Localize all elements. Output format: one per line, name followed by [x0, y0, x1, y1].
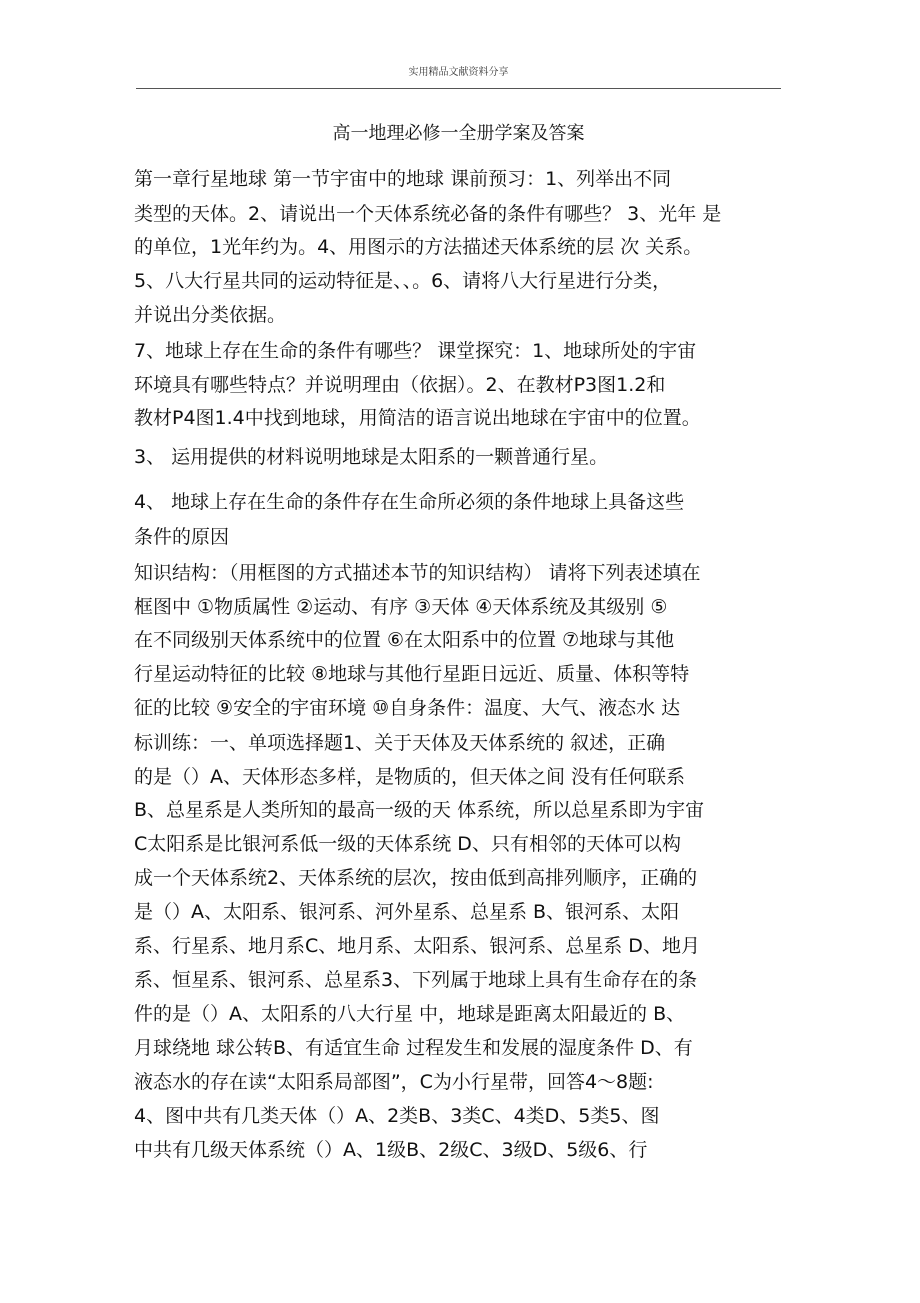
page-header: 实用精品文献资料分享 — [408, 67, 509, 78]
text-line: 成一个天体系统2、天体系统的层次，按由低到高排列顺序，正确的 — [134, 867, 698, 889]
text-line: 类型的天体。2、请说出一个天体系统必备的条件有哪些？ 3、光年 是 — [134, 203, 722, 225]
text-line: 液态水的存在读“太阳系局部图”，C为小行星带，回答4～8题: — [134, 1071, 654, 1093]
document-title: 高一地理必修一全册学案及答案 — [332, 123, 585, 144]
text-line: 7、地球上存在生命的条件有哪些？ 课堂探究：1、地球所处的宇宙 — [134, 340, 697, 362]
text-line: 的单位，1光年约为。4、用图示的方法描述天体系统的层 次 关系。 — [134, 236, 703, 258]
text-line: 4、 地球上存在生命的条件存在生命所必须的条件地球上具备这些 — [134, 491, 685, 513]
text-line: 第一章行星地球 第一节宇宙中的地球 课前预习：1、列举出不同 — [134, 168, 672, 190]
text-line: 教材P4图1.4中找到地球，用简洁的语言说出地球在宇宙中的位置。 — [134, 407, 701, 429]
text-line: 并说出分类依据。 — [134, 304, 287, 326]
text-line: 标训练：一、单项选择题1、关于天体及天体系统的 叙述，正确 — [134, 732, 666, 754]
header-divider — [136, 88, 781, 89]
text-line: 系、恒星系、银河系、总星系3、下列属于地球上具有生命存在的条 — [134, 969, 698, 991]
text-line: 是（）A、太阳系、银河系、河外星系、总星系 B、银河系、太阳 — [134, 901, 680, 923]
text-line: 征的比较 ⑨安全的宇宙环境 ⑩自身条件：温度、大气、液态水 达 — [134, 697, 681, 719]
text-line: 5、八大行星共同的运动特征是、、。6、请将八大行星进行分类， — [134, 270, 672, 292]
text-line: 知识结构：（用框图的方式描述本节的知识结构） 请将下列表述填在 — [134, 562, 701, 584]
text-line: 中共有几级天体系统（）A、1级B、2级C、3级D、5级6、行 — [134, 1139, 648, 1161]
text-line: B、总星系是人类所知的最高一级的天 体系统，所以总星系即为宇宙 — [134, 799, 705, 821]
text-line: 月球绕地 球公转B、有适宜生命 过程发生和发展的湿度条件 D、有 — [134, 1037, 693, 1059]
text-line: 框图中 ①物质属性 ②运动、有序 ③天体 ④天体系统及其级别 ⑤ — [134, 596, 668, 618]
text-line: 在不同级别天体系统中的位置 ⑥在太阳系中的位置 ⑦地球与其他 — [134, 629, 675, 651]
text-line: 件的是（）A、太阳系的八大行星 中，地球是距离太阳最近的 B、 — [134, 1003, 686, 1025]
text-line: 4、图中共有几类天体（）A、2类B、3类C、4类D、5类5、图 — [134, 1105, 660, 1127]
text-line: C太阳系是比银河系低一级的天体系统 D、只有相邻的天体可以构 — [134, 833, 681, 855]
text-line: 环境具有哪些特点？并说明理由（依据）。2、在教材P3图1.2和 — [134, 374, 666, 396]
text-line: 条件的原因 — [134, 526, 230, 548]
text-line: 行星运动特征的比较 ⑧地球与其他行星距日远近、质量、体积等特 — [134, 663, 690, 685]
text-line: 系、行星系、地月系C、地月系、太阳系、银河系、总星系 D、地月 — [134, 935, 700, 957]
text-line: 的是（）A、天体形态多样，是物质的，但天体之间 没有任何联系 — [134, 766, 686, 788]
text-line: 3、 运用提供的材料说明地球是太阳系的一颗普通行星。 — [134, 446, 609, 468]
